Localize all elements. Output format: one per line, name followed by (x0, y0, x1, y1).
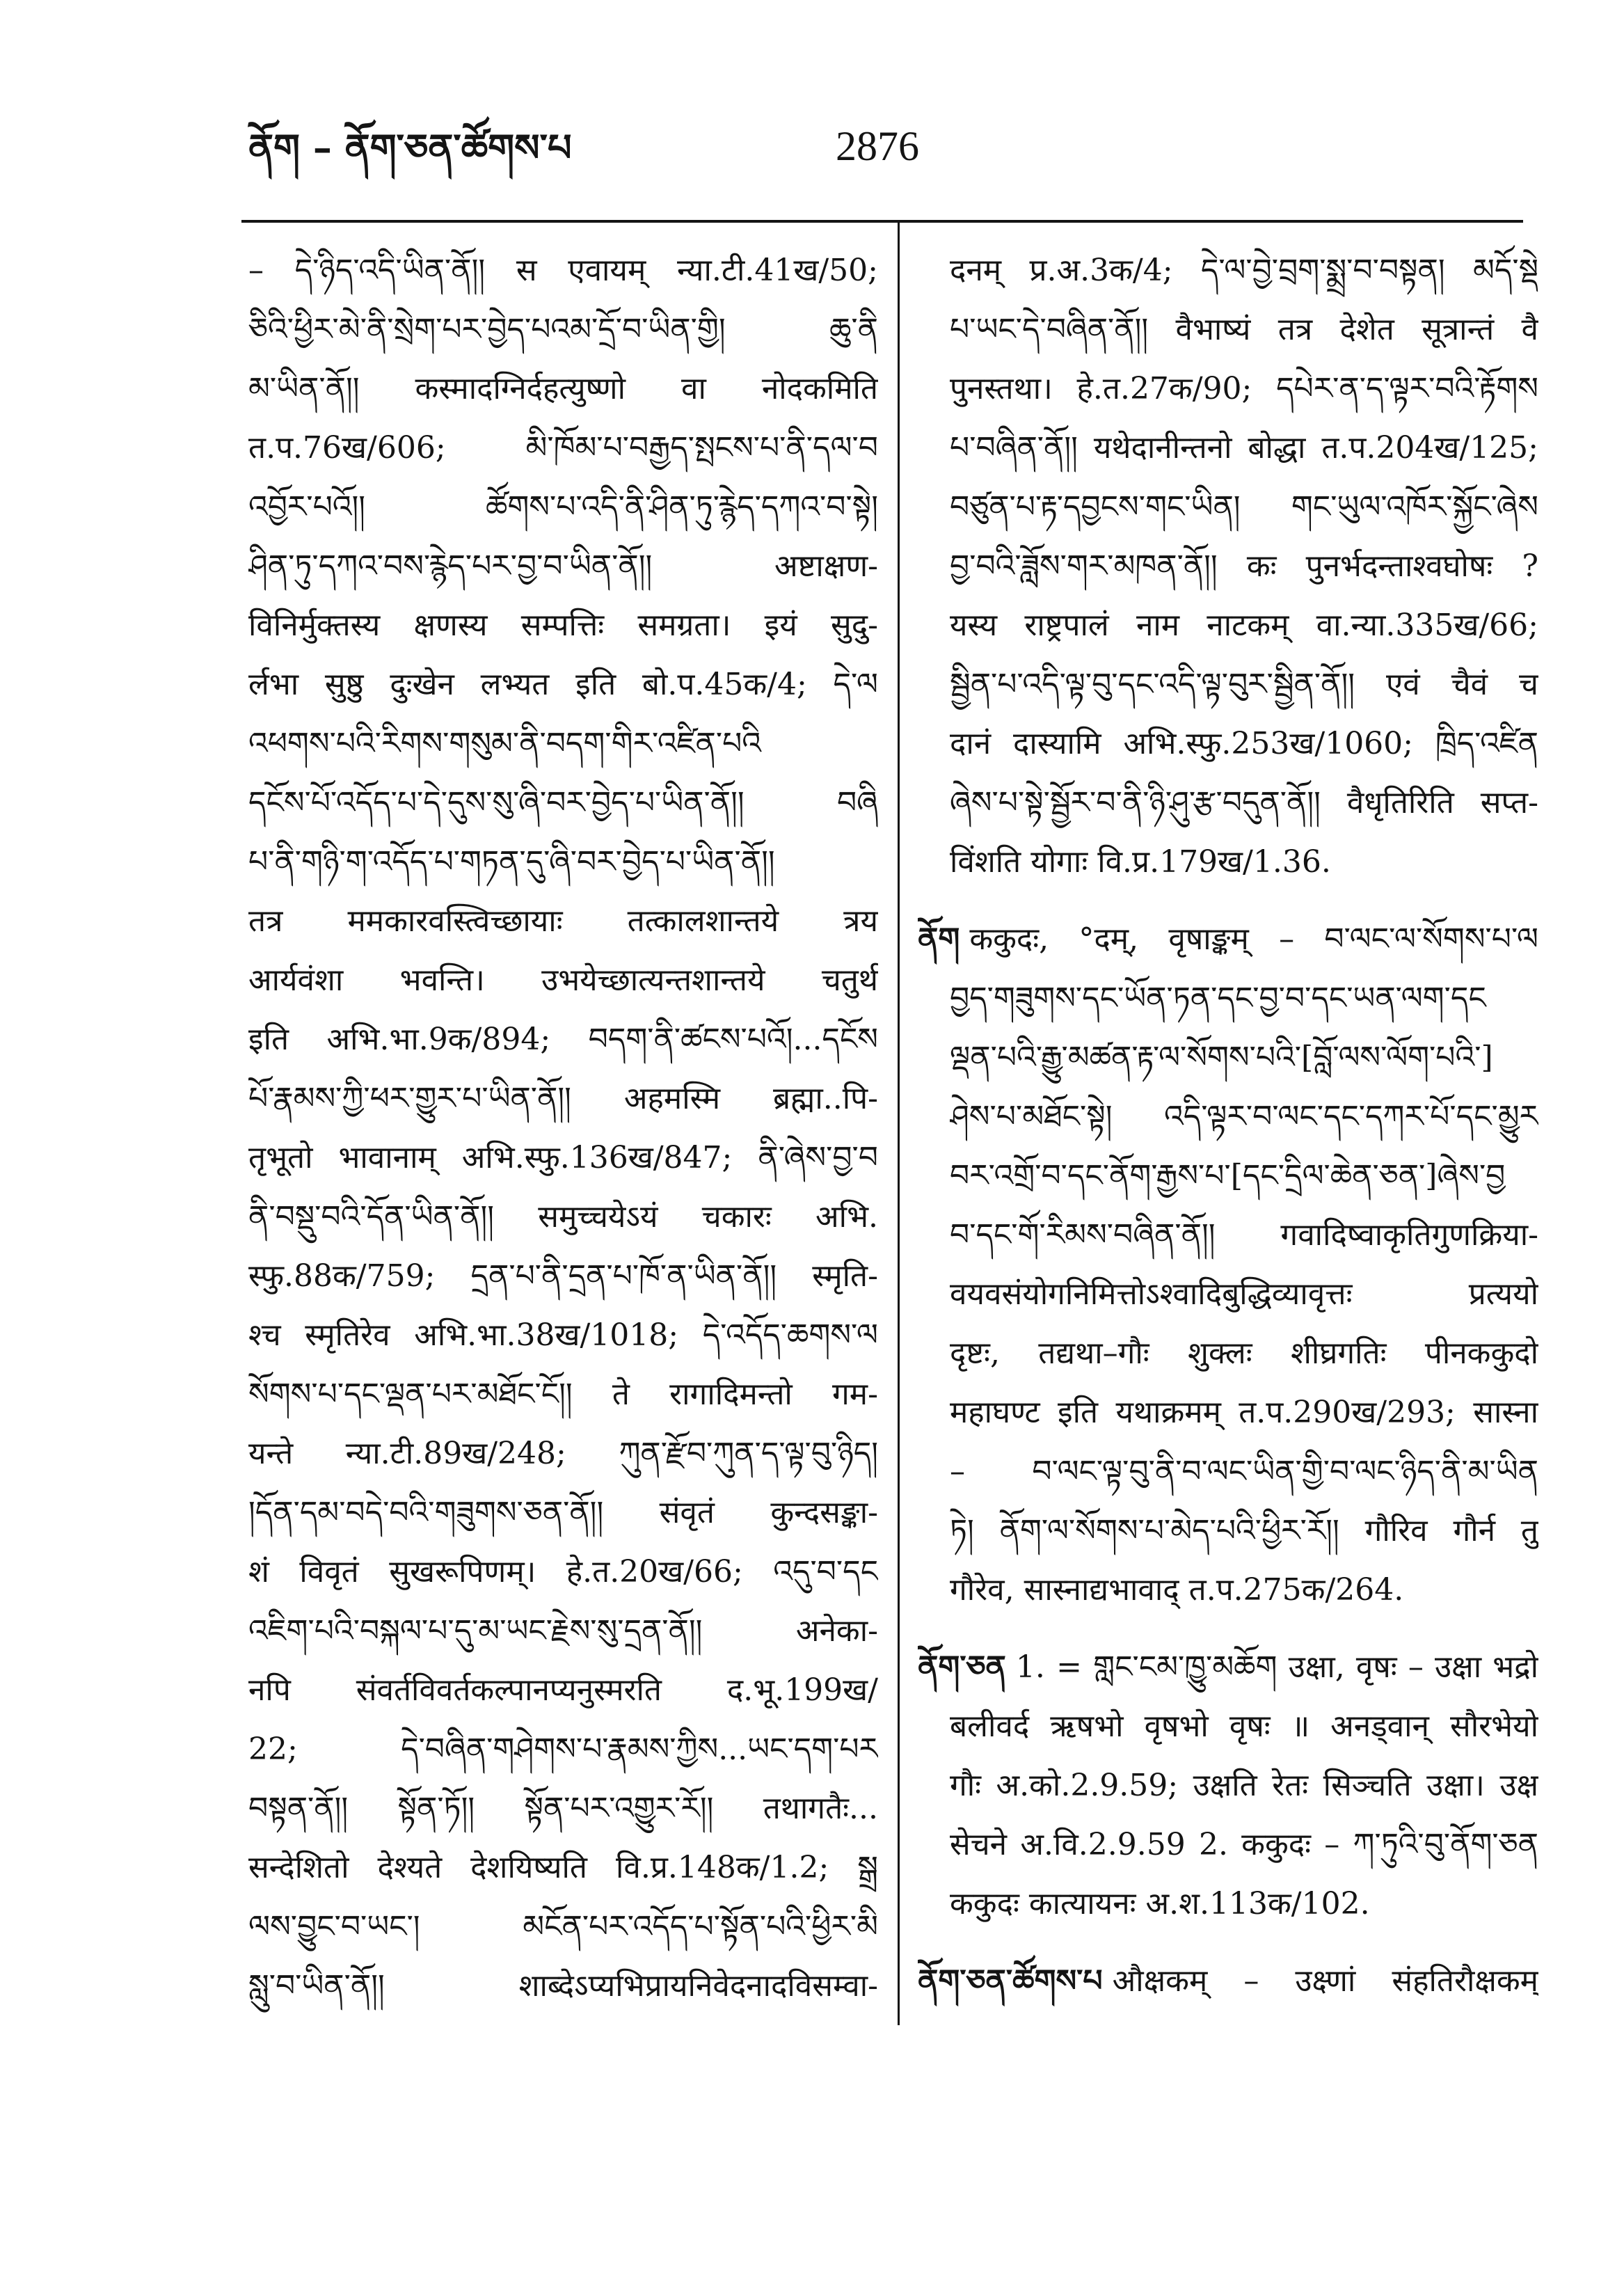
text-line: ནི་བསྡུ་བའི་དོན་ཡིན་ནོ།། समुच्चयेऽयं चकारः अभि. (248, 1199, 878, 1235)
entry-text: औक्षकम् – उक्ष्णां संहतिरौक्षकम् (1112, 1963, 1538, 1999)
dictionary-entry (918, 910, 1538, 1619)
right-column (918, 241, 1538, 2011)
running-head: ནོག – ནོག་ཅན་ཚོགས་པ (248, 125, 572, 170)
text-line: विंशति योगाः वि.प्र.179ख/1.36. (950, 844, 1331, 880)
text-line: दृष्टः, तद्यथा–गौः शुक्लः शीघ्रगतिः पीनककुदो (950, 1336, 1538, 1371)
text-line: ककुदः कात्यायनः अ.श.113क/102. (950, 1886, 1370, 1922)
text-line: བ་དང་གོ་རིམས་བཞིན་ནོ།། गवादिष्वाकृतिगुणक्रिया- (950, 1217, 1538, 1253)
text-line: यस्य राष्ट्रपालं नाम नाटकम् वा.न्या.335ख/66; (950, 608, 1538, 643)
dictionary-entry (918, 1638, 1538, 1933)
entry-headword: ནོག (918, 921, 960, 957)
text-line: इति अभि.भा.9क/894; བདག་ནི་ཚངས་པའོ།...དངོས (248, 1022, 878, 1057)
text-line: सेचने अ.वि.2.9.59 2. ककुदः – ཀ་ཏུའི་བུ་ནོག་ཅན (950, 1827, 1538, 1862)
text-line: བསྟན་ནོ།། སྟོན་ཏོ།། སྟོན་པར་འགྱུར་རོ།། तथागतैः... (248, 1791, 878, 1826)
text-line: ཞེས་པ་སྟེ་སྦྱོར་བ་ནི་ཉི་ཤུ་རྩ་བདུན་ནོ།། वैधृतिरिति सप्त- (950, 785, 1538, 821)
entry-text: ककुदः, °दम्, वृषाङ्कम् – བ་ལང་ལ་སོགས་པ་ལ (969, 921, 1538, 957)
text-line: विनिर्मुक्तस्य क्षणस्य सम्पत्तिः समग्रता। इयं सुदु- (248, 608, 878, 643)
text-line: འབྱོར་པའོ།། ཚོགས་པ་འདི་ནི་ཤིན་ཏུ་རྙེད་དཀའ་བ་སྟེ། (248, 489, 878, 525)
text-line: स्फु.88क/759; དྲན་པ་ནི་དྲན་པ་ཁོ་ན་ཡིན་ནོ།། स्मृति- (248, 1258, 878, 1294)
text-line: 22; དེ་བཞིན་གཤེགས་པ་རྣམས་ཀྱིས...ཡང་དག་པར (248, 1732, 878, 1767)
text-line: ལྡན་པའི་རྒྱུ་མཚན་རྟ་ལ་སོགས་པའི་[བློ་ལས་ལོག་པའི་] (950, 1040, 1493, 1075)
text-line: पुनस्तथा। हे.त.27क/90; དཔེར་ན་ད་ལྟར་བའི་རྟོགས (950, 371, 1538, 406)
text-line: वयवसंयोगनिमित्तोऽश्वादिबुद्धिव्यावृत्तः प्रत्ययो (950, 1276, 1538, 1312)
text-line: བྱ་བའི་ཟློས་གར་མཁན་ནོ།། कः पुनर्भदन्ताश्वघोषः ? (950, 548, 1538, 584)
text-line: ཤེས་པ་མཐོང་སྟེ། འདི་ལྟར་བ་ལང་དང་དཀར་པོ་དང་མྱུར (950, 1099, 1538, 1134)
text-line: མ་ཡིན་ནོ།། कस्मादग्निर्दहत्युष्णो वा नोदकमिति (248, 371, 878, 406)
text-line: ཏེ། ནོག་ལ་སོགས་པ་མེད་པའི་ཕྱིར་རོ།། गौरिव गौर्न तु (950, 1513, 1538, 1548)
entry-continuation (950, 241, 1538, 892)
text-line: ཤིན་ཏུ་དཀའ་བས་རྙེད་པར་བྱ་བ་ཡིན་ནོ།། अष्टाक्षण- (248, 548, 878, 584)
entry-first-line (918, 910, 1538, 969)
text-line: गौः अ.को.2.9.59; उक्षति रेतः सिञ्चति उक्षा। उक्ष (950, 1768, 1538, 1803)
text-line: दनम् प्र.अ.3क/4; དེ་ལ་བྱེ་བྲག་སྨྲ་བ་བསྟན། མདོ་སྡེ (950, 253, 1538, 288)
dictionary-entry (918, 1951, 1538, 2011)
text-line: །དོན་དམ་བདེ་བའི་གཟུགས་ཅན་ནོ།། संवृतं कुन्दसङ्का- (248, 1495, 878, 1530)
page-number: 2876 (836, 123, 919, 169)
text-line: यन्ते न्या.टी.89ख/248; ཀུན་རྫོབ་ཀུན་ད་ལྟ་བུ་ཉིད། (248, 1436, 878, 1471)
text-line: ལས་བྱུང་བ་ཡང་། མངོན་པར་འདོད་པ་སྟོན་པའི་ཕྱིར་མི (248, 1909, 878, 1944)
entry-first-line (918, 1638, 1538, 1697)
header-rule (241, 220, 1523, 223)
text-line: དངོས་པོ་འདོད་པ་དེ་དུས་སུ་ཞི་བར་བྱེད་པ་ཡིན་ནོ།། བཞི (248, 785, 878, 821)
column-divider (898, 221, 900, 2025)
entry-headword: ནོག་ཅན (918, 1649, 1006, 1685)
text-line: པ་ཡང་དེ་བཞིན་ནོ།། वैभाष्यं तत्र देशेत सूत्रान्तं वै (950, 312, 1538, 347)
text-line: སོགས་པ་དང་ལྡན་པར་མཐོང་ངོ།། ते रागादिमन्तो गम- (248, 1377, 878, 1412)
entry-text: 1. = གླང་ངམ་ཁྱུ་མཆོག उक्षा, वृषः – उक्षा भद्रो (1015, 1649, 1538, 1685)
text-line: བཙུན་པ་རྟ་དབྱངས་གང་ཡིན། གང་ཡུལ་འཁོར་སྐྱོང་ཞེས (950, 489, 1538, 525)
text-line: སླུ་བ་ཡིན་ནོ།། शाब्देऽप्यभिप्रायनिवेदनादविसम्वा- (248, 1968, 878, 2004)
text-line: འཕགས་པའི་རིགས་གསུམ་ནི་བདག་གིར་འཛིན་པའི (248, 726, 761, 761)
text-line: བྱད་གཟུགས་དང་ཡོན་ཏན་དང་བྱ་བ་དང་ཡན་ལག་དང (950, 981, 1486, 1016)
text-line: आर्यवंशा भवन्ति। उभयेच्छात्यन्तशान्तये चतुर्थ (248, 962, 878, 998)
text-line: འཇིག་པའི་བསྐལ་པ་དུ་མ་ཡང་རྗེས་སུ་དྲན་ནོ།། अनेका- (248, 1613, 878, 1649)
entry-headword: ནོག་ཅན་ཚོགས་པ (918, 1963, 1103, 1999)
text-line: བར་འགྲོ་བ་དང་ནོག་རྒྱས་པ་[དང་དྲིལ་ཆེན་ཅན་]ཞེས་བྱ (950, 1158, 1506, 1194)
text-line: तत्र ममकारवस्त्विच्छायाः तत्कालशान्तये त्रय (248, 903, 878, 939)
text-line: महाघण्ट इति यथाक्रमम् त.प.290ख/293; सास्ना (950, 1395, 1538, 1430)
text-line: ཅིའི་ཕྱིར་མེ་ནི་སྲེག་པར་བྱེད་པའམ་དྲོ་བ་ཡིན་གྱི། ཆུ་ནི (248, 312, 878, 347)
text-line: गौरेव, सास्नाद्यभावाद् त.प.275क/264. (950, 1572, 1404, 1608)
text-line: तृभूतो भावानाम् अभि.स्फु.136ख/847; ནི་ཞེས་བྱ་བ (248, 1140, 878, 1175)
text-line: པ་ནི་གཉི་ག་འདོད་པ་གཏན་དུ་ཞི་བར་བྱེད་པ་ཡིན་ནོ།། (248, 844, 775, 880)
text-line: – དེ་ཉིད་འདི་ཡིན་ནོ།། स एवायम् न्या.टी.41ख/50; (248, 253, 878, 288)
text-line: པ་བཞིན་ནོ།། यथेदानीन्तनो बोद्धा त.प.204ख/125; (950, 430, 1538, 466)
text-line: दानं दास्यामि अभि.स्फु.253ख/1060; ཁྲིད་འཛིན (950, 726, 1538, 761)
text-line: སྦྱིན་པ་འདི་ལྟ་བུ་དང་འདི་ལྟ་བུར་སྦྱིན་ནོ།། एवं चैवं च (950, 667, 1538, 702)
text-line: शं विवृतं सुखरूपिणम्। हे.त.20ख/66; འདུ་བ་དང (248, 1554, 878, 1590)
text-line: र्लभा सुष्ठु दुःखेन लभ्यत इति बो.प.45क/4; དེ་ལ (248, 667, 878, 702)
left-column (248, 241, 878, 2015)
text-line: त.प.76ख/606; མི་ཁོམ་པ་བརྒྱད་སྤངས་པ་ནི་དལ་བ (248, 430, 878, 466)
entry-first-line (918, 1951, 1538, 2011)
text-line: नपि संवर्तविवर्तकल्पानप्यनुस्मरति द.भू.199ख/ (248, 1672, 878, 1708)
text-line: श्च स्मृतिरेव अभि.भा.38ख/1018; དེ་འདོད་ཆགས་ལ (248, 1317, 878, 1353)
text-line: सन्देशितो देश्यते देशयिष्यति वि.प्र.148क/1.2; སྒྲ (248, 1850, 878, 1885)
text-line: बलीवर्द ऋषभो वृषभो वृषः ॥ अनड्वान् सौरभेयो (950, 1709, 1538, 1744)
text-line: – བ་ལང་ལྟ་བུ་ནི་བ་ལང་ཡིན་གྱི་བ་ལང་ཉིད་ནི་མ་ཡིན (950, 1454, 1538, 1489)
text-line: པོ་རྣམས་ཀྱི་ཕར་གྱུར་པ་ཡིན་ནོ།། अहमस्मि ब्रह्मा..पि- (248, 1081, 878, 1116)
